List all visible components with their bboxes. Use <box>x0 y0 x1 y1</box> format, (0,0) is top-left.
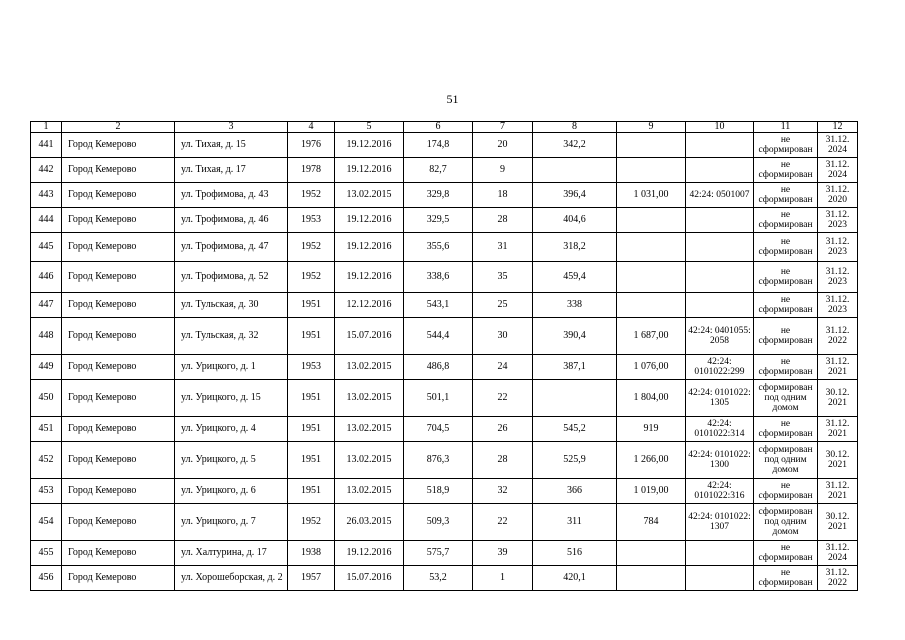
year-built-cell: 1953 <box>288 208 335 233</box>
row-number-cell: 445 <box>31 233 62 262</box>
year-built-cell: 1951 <box>288 442 335 479</box>
area-cell: 543,1 <box>404 293 473 318</box>
column-number-header: 2 <box>62 122 175 133</box>
row-number-cell: 451 <box>31 417 62 442</box>
municipality-cell: Город Кемерово <box>62 233 175 262</box>
cadastral-value-cell: 919 <box>617 417 686 442</box>
table-row <box>31 233 858 262</box>
land-area-cell: 366 <box>533 479 617 504</box>
land-status-cell: сформирован под одним домом <box>754 380 818 417</box>
residents-cell: 32 <box>473 479 533 504</box>
date-cell: 15.07.2016 <box>335 318 404 355</box>
date-cell: 19.12.2016 <box>335 208 404 233</box>
residents-cell: 20 <box>473 133 533 158</box>
deadline-cell: 30.12. 2021 <box>818 504 858 541</box>
cadastral-value-cell <box>617 158 686 183</box>
cadastral-number-cell <box>686 262 754 293</box>
municipality-cell: Город Кемерово <box>62 318 175 355</box>
page-number: 51 <box>446 92 459 106</box>
address-cell: ул. Урицкого, д. 7 <box>175 504 288 541</box>
cadastral-value-cell: 1 266,00 <box>617 442 686 479</box>
cadastral-number-cell <box>686 566 754 591</box>
deadline-cell: 31.12. 2020 <box>818 183 858 208</box>
column-number-header: 4 <box>288 122 335 133</box>
year-built-cell: 1938 <box>288 541 335 566</box>
land-status-cell: не сформирован <box>754 293 818 318</box>
residents-cell: 28 <box>473 208 533 233</box>
area-cell: 509,3 <box>404 504 473 541</box>
cadastral-value-cell: 784 <box>617 504 686 541</box>
table-row <box>31 442 858 479</box>
deadline-cell: 31.12. 2023 <box>818 233 858 262</box>
municipality-cell: Город Кемерово <box>62 133 175 158</box>
deadline-cell: 31.12. 2023 <box>818 293 858 318</box>
address-cell: ул. Урицкого, д. 6 <box>175 479 288 504</box>
land-status-cell: не сформирован <box>754 183 818 208</box>
year-built-cell: 1951 <box>288 417 335 442</box>
land-area-cell: 525,9 <box>533 442 617 479</box>
land-status-cell: не сформирован <box>754 133 818 158</box>
cadastral-number-cell <box>686 208 754 233</box>
year-built-cell: 1978 <box>288 158 335 183</box>
cadastral-value-cell <box>617 566 686 591</box>
row-number-cell: 453 <box>31 479 62 504</box>
land-area-cell: 387,1 <box>533 355 617 380</box>
deadline-cell: 31.12. 2024 <box>818 541 858 566</box>
date-cell: 13.02.2015 <box>335 183 404 208</box>
address-cell: ул. Тихая, д. 15 <box>175 133 288 158</box>
table-row <box>31 208 858 233</box>
land-status-cell: не сформирован <box>754 233 818 262</box>
date-cell: 19.12.2016 <box>335 133 404 158</box>
municipality-cell: Город Кемерово <box>62 541 175 566</box>
municipality-cell: Город Кемерово <box>62 442 175 479</box>
column-number-header: 12 <box>818 122 858 133</box>
deadline-cell: 31.12. 2021 <box>818 479 858 504</box>
area-cell: 329,8 <box>404 183 473 208</box>
cadastral-number-cell <box>686 158 754 183</box>
land-status-cell: не сформирован <box>754 479 818 504</box>
cadastral-value-cell <box>617 262 686 293</box>
row-number-cell: 446 <box>31 262 62 293</box>
date-cell: 12.12.2016 <box>335 293 404 318</box>
area-cell: 82,7 <box>404 158 473 183</box>
land-status-cell: не сформирован <box>754 208 818 233</box>
column-number-header: 1 <box>31 122 62 133</box>
year-built-cell: 1953 <box>288 355 335 380</box>
cadastral-value-cell <box>617 133 686 158</box>
address-cell: ул. Урицкого, д. 5 <box>175 442 288 479</box>
column-number-header: 8 <box>533 122 617 133</box>
row-number-cell: 454 <box>31 504 62 541</box>
table-row <box>31 183 858 208</box>
deadline-cell: 31.12. 2024 <box>818 158 858 183</box>
residents-cell: 28 <box>473 442 533 479</box>
cadastral-number-cell <box>686 541 754 566</box>
area-cell: 53,2 <box>404 566 473 591</box>
municipality-cell: Город Кемерово <box>62 262 175 293</box>
address-cell: ул. Урицкого, д. 4 <box>175 417 288 442</box>
municipality-cell: Город Кемерово <box>62 355 175 380</box>
residents-cell: 24 <box>473 355 533 380</box>
land-area-cell: 342,2 <box>533 133 617 158</box>
cadastral-value-cell: 1 019,00 <box>617 479 686 504</box>
land-status-cell: сформирован под одним домом <box>754 504 818 541</box>
column-number-header: 7 <box>473 122 533 133</box>
residents-cell: 26 <box>473 417 533 442</box>
municipality-cell: Город Кемерово <box>62 417 175 442</box>
land-area-cell: 404,6 <box>533 208 617 233</box>
column-number-row <box>31 122 858 133</box>
table-row <box>31 262 858 293</box>
date-cell: 19.12.2016 <box>335 158 404 183</box>
date-cell: 13.02.2015 <box>335 442 404 479</box>
cadastral-number-cell <box>686 133 754 158</box>
column-number-header: 10 <box>686 122 754 133</box>
deadline-cell: 31.12. 2024 <box>818 133 858 158</box>
cadastral-value-cell <box>617 293 686 318</box>
row-number-cell: 449 <box>31 355 62 380</box>
land-status-cell: не сформирован <box>754 541 818 566</box>
cadastral-number-cell: 42:24: 0401055: 2058 <box>686 318 754 355</box>
area-cell: 876,3 <box>404 442 473 479</box>
address-cell: ул. Халтурина, д. 17 <box>175 541 288 566</box>
residents-cell: 9 <box>473 158 533 183</box>
row-number-cell: 455 <box>31 541 62 566</box>
area-cell: 338,6 <box>404 262 473 293</box>
year-built-cell: 1951 <box>288 318 335 355</box>
residents-cell: 35 <box>473 262 533 293</box>
land-area-cell: 338 <box>533 293 617 318</box>
residents-cell: 1 <box>473 566 533 591</box>
land-area-cell: 545,2 <box>533 417 617 442</box>
deadline-cell: 31.12. 2023 <box>818 262 858 293</box>
deadline-cell: 31.12. 2022 <box>818 566 858 591</box>
year-built-cell: 1951 <box>288 479 335 504</box>
date-cell: 19.12.2016 <box>335 541 404 566</box>
municipality-cell: Город Кемерово <box>62 504 175 541</box>
table-row <box>31 355 858 380</box>
land-status-cell: не сформирован <box>754 262 818 293</box>
cadastral-value-cell <box>617 208 686 233</box>
year-built-cell: 1957 <box>288 566 335 591</box>
table-row <box>31 566 858 591</box>
address-cell: ул. Трофимова, д. 52 <box>175 262 288 293</box>
date-cell: 26.03.2015 <box>335 504 404 541</box>
date-cell: 19.12.2016 <box>335 233 404 262</box>
residents-cell: 22 <box>473 504 533 541</box>
row-number-cell: 444 <box>31 208 62 233</box>
cadastral-value-cell: 1 031,00 <box>617 183 686 208</box>
year-built-cell: 1952 <box>288 262 335 293</box>
cadastral-number-cell: 42:24: 0101022: 1305 <box>686 380 754 417</box>
table-row <box>31 293 858 318</box>
land-area-cell: 459,4 <box>533 262 617 293</box>
table-row <box>31 133 858 158</box>
cadastral-number-cell: 42:24: 0101022:299 <box>686 355 754 380</box>
table-row <box>31 479 858 504</box>
cadastral-value-cell: 1 076,00 <box>617 355 686 380</box>
residents-cell: 30 <box>473 318 533 355</box>
row-number-cell: 443 <box>31 183 62 208</box>
municipality-cell: Город Кемерово <box>62 293 175 318</box>
table-row <box>31 417 858 442</box>
area-cell: 544,4 <box>404 318 473 355</box>
column-number-header: 6 <box>404 122 473 133</box>
year-built-cell: 1976 <box>288 133 335 158</box>
area-cell: 704,5 <box>404 417 473 442</box>
land-status-cell: не сформирован <box>754 158 818 183</box>
land-status-cell: не сформирован <box>754 566 818 591</box>
address-cell: ул. Тульская, д. 30 <box>175 293 288 318</box>
area-cell: 174,8 <box>404 133 473 158</box>
year-built-cell: 1951 <box>288 380 335 417</box>
area-cell: 518,9 <box>404 479 473 504</box>
row-number-cell: 441 <box>31 133 62 158</box>
table-row <box>31 158 858 183</box>
area-cell: 355,6 <box>404 233 473 262</box>
table-row <box>31 541 858 566</box>
cadastral-number-cell: 42:24: 0501007 <box>686 183 754 208</box>
deadline-cell: 30.12. 2021 <box>818 380 858 417</box>
column-number-header: 3 <box>175 122 288 133</box>
row-number-cell: 452 <box>31 442 62 479</box>
cadastral-value-cell: 1 687,00 <box>617 318 686 355</box>
address-cell: ул. Трофимова, д. 43 <box>175 183 288 208</box>
land-area-cell: 390,4 <box>533 318 617 355</box>
year-built-cell: 1952 <box>288 233 335 262</box>
date-cell: 15.07.2016 <box>335 566 404 591</box>
municipality-cell: Город Кемерово <box>62 208 175 233</box>
deadline-cell: 31.12. 2021 <box>818 355 858 380</box>
address-cell: ул. Трофимова, д. 46 <box>175 208 288 233</box>
row-number-cell: 450 <box>31 380 62 417</box>
housing-registry-table <box>30 121 858 591</box>
row-number-cell: 447 <box>31 293 62 318</box>
deadline-cell: 31.12. 2023 <box>818 208 858 233</box>
deadline-cell: 31.12. 2021 <box>818 417 858 442</box>
row-number-cell: 442 <box>31 158 62 183</box>
land-status-cell: сформирован под одним домом <box>754 442 818 479</box>
address-cell: ул. Урицкого, д. 15 <box>175 380 288 417</box>
deadline-cell: 30.12. 2021 <box>818 442 858 479</box>
cadastral-value-cell: 1 804,00 <box>617 380 686 417</box>
year-built-cell: 1951 <box>288 293 335 318</box>
area-cell: 486,8 <box>404 355 473 380</box>
address-cell: ул. Урицкого, д. 1 <box>175 355 288 380</box>
cadastral-number-cell <box>686 293 754 318</box>
address-cell: ул. Трофимова, д. 47 <box>175 233 288 262</box>
land-area-cell: 516 <box>533 541 617 566</box>
address-cell: ул. Хорошеборская, д. 2 <box>175 566 288 591</box>
year-built-cell: 1952 <box>288 504 335 541</box>
land-area-cell: 318,2 <box>533 233 617 262</box>
deadline-cell: 31.12. 2022 <box>818 318 858 355</box>
land-status-cell: не сформирован <box>754 318 818 355</box>
table-row <box>31 504 858 541</box>
column-number-header: 9 <box>617 122 686 133</box>
land-status-cell: не сформирован <box>754 355 818 380</box>
date-cell: 13.02.2015 <box>335 380 404 417</box>
column-number-header: 11 <box>754 122 818 133</box>
municipality-cell: Город Кемерово <box>62 380 175 417</box>
date-cell: 19.12.2016 <box>335 262 404 293</box>
land-area-cell <box>533 380 617 417</box>
date-cell: 13.02.2015 <box>335 355 404 380</box>
municipality-cell: Город Кемерово <box>62 158 175 183</box>
cadastral-number-cell: 42:24: 0101022: 1300 <box>686 442 754 479</box>
table-row <box>31 318 858 355</box>
area-cell: 501,1 <box>404 380 473 417</box>
cadastral-number-cell <box>686 233 754 262</box>
residents-cell: 18 <box>473 183 533 208</box>
residents-cell: 39 <box>473 541 533 566</box>
land-status-cell: не сформирован <box>754 417 818 442</box>
cadastral-number-cell: 42:24: 0101022:314 <box>686 417 754 442</box>
residents-cell: 22 <box>473 380 533 417</box>
year-built-cell: 1952 <box>288 183 335 208</box>
land-area-cell <box>533 158 617 183</box>
cadastral-value-cell <box>617 233 686 262</box>
municipality-cell: Город Кемерово <box>62 183 175 208</box>
residents-cell: 25 <box>473 293 533 318</box>
address-cell: ул. Тульская, д. 32 <box>175 318 288 355</box>
municipality-cell: Город Кемерово <box>62 479 175 504</box>
area-cell: 329,5 <box>404 208 473 233</box>
land-area-cell: 396,4 <box>533 183 617 208</box>
municipality-cell: Город Кемерово <box>62 566 175 591</box>
address-cell: ул. Тихая, д. 17 <box>175 158 288 183</box>
date-cell: 13.02.2015 <box>335 479 404 504</box>
date-cell: 13.02.2015 <box>335 417 404 442</box>
land-area-cell: 420,1 <box>533 566 617 591</box>
row-number-cell: 448 <box>31 318 62 355</box>
area-cell: 575,7 <box>404 541 473 566</box>
cadastral-value-cell <box>617 541 686 566</box>
row-number-cell: 456 <box>31 566 62 591</box>
cadastral-number-cell: 42:24: 0101022:316 <box>686 479 754 504</box>
table-body <box>31 133 858 591</box>
table-row <box>31 380 858 417</box>
cadastral-number-cell: 42:24: 0101022: 1307 <box>686 504 754 541</box>
residents-cell: 31 <box>473 233 533 262</box>
land-area-cell: 311 <box>533 504 617 541</box>
column-number-header: 5 <box>335 122 404 133</box>
